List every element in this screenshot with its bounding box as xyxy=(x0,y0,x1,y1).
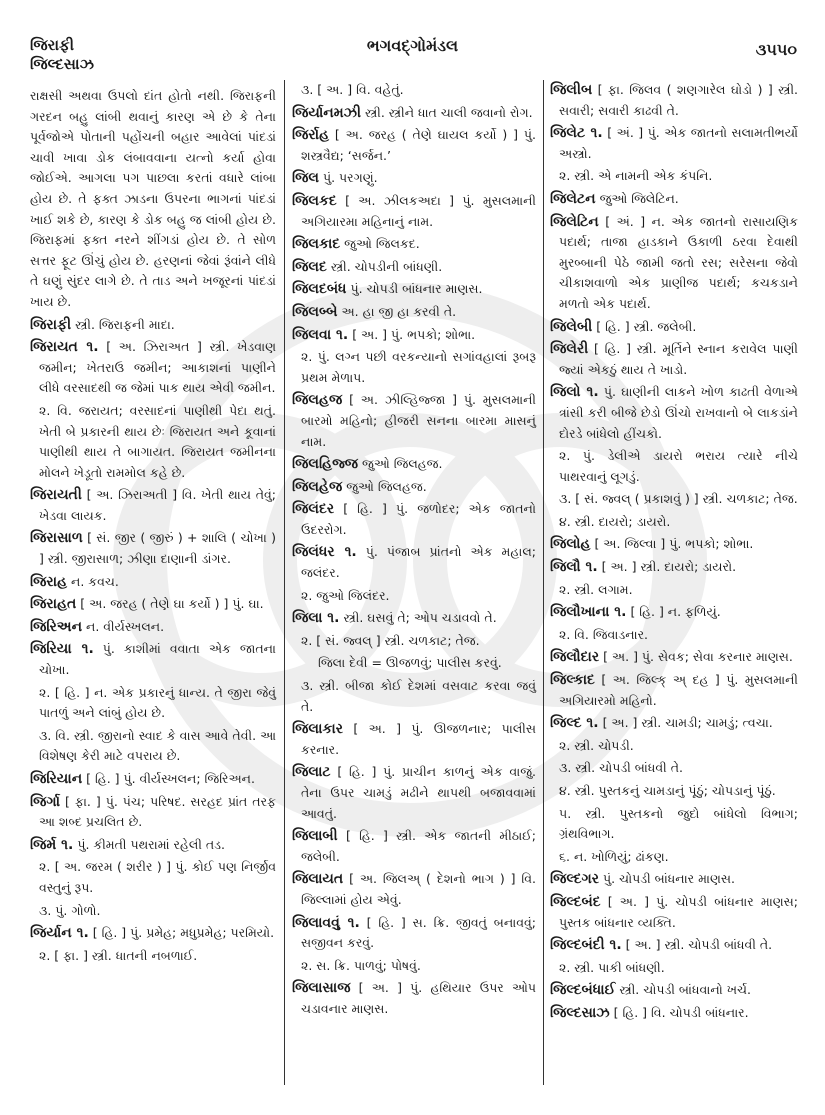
definition-text: [ અ. જરહ ( તેણે ઘા કર્યો ) ] પું. ઘા. xyxy=(80,596,264,612)
definition-text: ન. કવચ. xyxy=(71,573,119,589)
definition-text: ૩. [ અ. ] વિ. વહેતું. xyxy=(301,82,404,97)
headword: જિલાબી xyxy=(292,828,338,845)
definition-text: પું. ચોપડી બાંધનાર માણસ. xyxy=(350,281,483,297)
definition-text: ૨. [ સં. જ્વલ્ ] સ્ત્રી. ચળકાટ; તેજ. xyxy=(301,632,480,648)
definition-text: ૨. વિ. જિવાડનાર. xyxy=(559,626,649,642)
dictionary-entry xyxy=(550,869,798,890)
dictionary-entry xyxy=(292,103,536,124)
definition-text: [ અ. ઝીલ્હિજ્જા ] પું. મુસલમાની બારમો મહિનો; હીજરી સનના બારમા માસનું નામ. xyxy=(301,392,536,449)
definition-text: [ હિ. ] સ્ત્રી. જલેબી. xyxy=(596,318,697,334)
entry-sense xyxy=(292,653,536,674)
headword: જિલહેજ xyxy=(292,478,343,495)
dictionary-entry xyxy=(550,339,798,380)
dictionary-entry xyxy=(292,542,536,583)
entry-sense xyxy=(550,489,798,510)
definition-text: [ હિ. ] ન. ફળિયું. xyxy=(630,604,721,620)
headword: જિરિયાન xyxy=(30,771,83,787)
definition-text: ૨. સ્ત્રી. પાકી બાંધણી. xyxy=(559,959,665,975)
headword: જિલ xyxy=(292,170,319,187)
definition-text: પું. પંજાબ પ્રાંતનો એક મહાલ; જલંદર. xyxy=(301,544,536,581)
column-1 xyxy=(30,86,276,968)
headword: જિલા ૧. xyxy=(292,610,340,627)
headword: જિરાહ xyxy=(30,573,68,590)
definition-text: [ અ. ] પું. સેવક; સેવા કરનાર માણસ. xyxy=(603,649,793,665)
dictionary-entry xyxy=(292,390,536,452)
headword: જિલ્દબંધાઈ xyxy=(550,982,616,999)
definition-text: ૩. [ સં. જ્વલ્ ( પ્રકાશવું ) ] સ્ત્રી. ચળકાટ; તેજ. xyxy=(559,491,798,507)
headword: જિલદબંધ xyxy=(292,281,347,298)
headword: જિલદ xyxy=(292,258,327,275)
dictionary-entry xyxy=(550,713,798,734)
entry-sense xyxy=(550,166,798,187)
entry-sense xyxy=(30,726,276,767)
headword: જિલેબી xyxy=(550,318,593,335)
guide-word-last: જિલ્દસાઝ xyxy=(30,55,94,73)
definition-text: પું. પરગણું. xyxy=(322,170,378,186)
headword: જિરાહત xyxy=(30,596,77,613)
dictionary-entry xyxy=(30,835,276,856)
definition-text: ૨. [ ફા. ] સ્ત્રી. ધાતની નબળાઈ. xyxy=(39,947,198,963)
definition-text: રાક્ષસી અથવા ઉપલો દાંત હોતો નથી. જિરાફની ગરદન બહુ લાંબી થવાનું કારણ એ છે કે તેના પૂર્વજોએ પોતાની પહોંચની બહાર આવેલાં પાંદડાં ચાવી ખાવા ડોક લંબાવવાના યત્નો કર્યા હોવા જોઈએ. આગલા પગ પાછલા કરતાં વધારે લાંબા હોય છે. તે ફક્ત ઝાડના ઉપરના ભાગનાં પાંદડાં ખાઈ શકે છે, કારણ કે ડોક બહુ જ લાંબી હોય છે. જિરાફમાં ફક્ત નરને શીંગડાં હોય છે. તે સોળ સત્તર ફૂટ ઊંચું હોય છે. હરણનાં જેવાં રૂંવાંને લીધે તે ઘણું સુંદર લાગે છે. તે તાડ અને ખજૂરનાં પાંદડાં ખાય છે. xyxy=(30,88,276,309)
dictionary-entry xyxy=(550,382,798,444)
definition-text: જુઓ જિલેટિન. xyxy=(599,190,679,206)
definition-text: ૨. સ્ત્રી. ચોપડી. xyxy=(559,737,634,753)
dictionary-entry xyxy=(550,670,798,711)
headword: જિલબ્બે xyxy=(292,303,338,320)
entry-sense xyxy=(292,347,536,388)
headword: જિલહિજ્જ xyxy=(292,456,359,473)
definition-text: ૨. સ્ત્રી. એ નામની એક કંપનિ. xyxy=(559,168,713,184)
dictionary-entry xyxy=(550,647,798,668)
dictionary-entry xyxy=(550,534,798,555)
definition-text: [ હિ. ] પું. પ્રમેહ; મધુપ્રમેહ; પરમિયો. xyxy=(92,925,275,941)
definition-text: ૨. જુઓ જિલંદર. xyxy=(301,587,390,603)
entry-sense xyxy=(30,683,276,724)
entry-sense xyxy=(550,736,798,757)
definition-text: ૨. [ અ. જરમ ( શરીર ) ] પું. કોઈ પણ નિર્જીવ વસ્તુનું રૂપ. xyxy=(39,859,276,895)
definition-text: [ હિ. ] પું. જળોદર; એક જાતનો ઉદરરોગ. xyxy=(301,501,536,537)
entry-sense xyxy=(292,586,536,607)
definition-text: [ અ. ઝીલકઅદા ] પું. મુસલમાની અગિયારમા મહિનાનું નામ. xyxy=(301,192,536,229)
entry-sense xyxy=(550,847,798,868)
definition-text: [ હિ. ] પું. વીર્યસ્ખલન; જિરિઅન. xyxy=(86,771,255,786)
headword: જિલ્દગર xyxy=(550,871,599,888)
dictionary-entry xyxy=(292,608,536,629)
dictionary-entry xyxy=(550,980,798,1001)
dictionary-entry xyxy=(30,617,276,638)
definition-text: [ હિ. ] સ્ત્રી. એક જાતની મીઠાઈ; જલેબી. xyxy=(301,828,536,864)
headword: જિલકાદ xyxy=(292,236,341,253)
dictionary-entry xyxy=(550,123,798,164)
definition-text: ૨. પું. લગ્ન પછી વરકન્યાનો સગાંવહાલાં રૂબરૂ પ્રથમ મેળાપ. xyxy=(301,349,536,385)
headword: જિલૌ ૧. xyxy=(550,559,598,576)
dictionary-entry xyxy=(292,477,536,498)
dictionary-entry xyxy=(292,978,536,1019)
dictionary-entry xyxy=(30,639,276,680)
definition-text: [ અ. જિલ્ક્ અ્ દહ ] પું. મુસલમાની અગિયારમો મહિનો. xyxy=(559,672,798,708)
definition-text: [ અ. જિલ્વા ] પું. ભપકો; શોભા. xyxy=(594,536,754,552)
entry-sense xyxy=(550,512,798,533)
definition-text: ૨. સ્ત્રી. લગામ. xyxy=(559,581,633,597)
headword: જિલંધર ૧. xyxy=(292,544,357,561)
entry-sense xyxy=(550,446,798,487)
definition-text: ૨. વિ. જરાયત; વરસાદનાં પાણીથી પેદા થતું. ખેતી બે પ્રકારની થાય છેઃ જિરાયત અને કૂવાનાં પાણીથી થાય તે બાગાયત. જિરાયત જમીનના મોલને ખેડૂતો રામમોલ કહે છે. xyxy=(39,402,276,480)
headword: જિલેટિન xyxy=(550,213,599,230)
dictionary-entry xyxy=(292,125,536,166)
entry-sense xyxy=(292,631,536,652)
headword: જિરાફી xyxy=(30,316,72,333)
definition-text: [ અ. ] સ્ત્રી. દાયરો; ડાયરો. xyxy=(601,559,737,575)
dictionary-entry xyxy=(292,325,536,346)
dictionary-entry xyxy=(30,769,276,790)
entry-sense xyxy=(30,946,276,967)
dictionary-entry xyxy=(550,892,798,933)
dictionary-entry xyxy=(550,1003,798,1024)
definition-text: [ હિ. ] સ. ક્રિ. જીવતું બનાવવું; સજીવન કરવું. xyxy=(301,914,536,951)
dictionary-entry xyxy=(292,234,536,255)
definition-text: [ અ. ] પું. ચોપડી બાંધનાર માણસ; પુસ્તક બાંધનાર વ્યક્તિ. xyxy=(559,893,798,930)
entry-sense xyxy=(30,857,276,898)
dictionary-entry xyxy=(550,935,798,956)
headword: જિલ્દસાઝ xyxy=(550,1004,610,1021)
entry-sense xyxy=(292,956,536,977)
headword: જિલ્કાદ xyxy=(550,672,595,689)
page-number: ૩૫૫૦ xyxy=(755,40,797,59)
dictionary-entry xyxy=(292,302,536,323)
headword: જિરાયત ૧. xyxy=(30,339,99,356)
definition-text: ૫. સ્ત્રી. પુસ્તકનો જુદો બાંધેલો વિભાગ; ગ્રંથવિભાગ. xyxy=(559,805,798,842)
dictionary-entry xyxy=(550,602,798,623)
headword: જિલો ૧. xyxy=(550,384,599,401)
definition-text: [ અ. ] સ્ત્રી. ચામડી; ચામડું; ત્વચા. xyxy=(602,715,773,731)
definition-text: [ અં. ] ન. એક જાતનો રાસાયણિક પદાર્થ; તાજા હાડકાને ઉકાળી ઠરવા દેવાથી મુરબ્બાની પેઠે જામી જતો રસ; સરેસના જેવો ચીકાશવાળો એક પ્રાણીજ પદાર્થ; કચકડાને મળતો એક પદાર્થ. xyxy=(559,213,798,311)
dictionary-entry xyxy=(30,528,276,569)
headword: જિલાવવું ૧. xyxy=(292,914,360,931)
headword: જિલેટ ૧. xyxy=(550,125,603,142)
headword: જિલીબ xyxy=(550,82,593,98)
definition-text: ૩. વિ. સ્ત્રી. જીરાનો સ્વાદ કે વાસ આવે તેવી. આ વિશેષણ કેરી માટે વપરાય છે. xyxy=(39,727,276,764)
definition-text: [ અ. ] પું. ભપકો; શોભા. xyxy=(352,326,476,342)
definition-text: [ હિ. ] પું. પ્રાચીન કાળનું એક વાજું. તેના ઉપર ચામડું મઢીને થાપથી બજાવવામાં આવતું. xyxy=(301,764,536,821)
headword: જિરાસાળ xyxy=(30,530,83,547)
headword: જિરિયા ૧. xyxy=(30,641,94,658)
headword: જિલાસાજ xyxy=(292,980,351,997)
definition-text: [ અ. ] પું. ઊજળનાર; પાલીસ કરનાર. xyxy=(301,721,536,757)
definition-text: ૨. પું. ડેલીએ ડાયરો ભરાય ત્યારે નીચે પાથરવાનું લૂગડું. xyxy=(559,448,798,484)
entry-sense xyxy=(292,80,536,101)
dictionary-entry xyxy=(30,315,276,336)
definition-text: સ્ત્રી. ચોપડી બાંધવાનો ખર્ચ. xyxy=(619,982,751,998)
definition-text: [ હિ. ] વિ. ચોપડી બાંધનાર. xyxy=(613,1004,749,1020)
headword: જિલવા ૧. xyxy=(292,326,349,343)
definition-text: [ ફા. જિલવ ( શણગારેલ ઘોડો ) ] સ્ત્રી. સવારી; સવારી કાઢવી તે. xyxy=(559,82,798,118)
dictionary-entry xyxy=(550,557,798,578)
entry-sense xyxy=(550,781,798,802)
definition-text: [ અં. ] પું. એક જાતનો સલામતીભર્યો અસ્ત્રો. xyxy=(559,125,799,161)
entry-sense xyxy=(30,901,276,922)
headword: જિર્યાન ૧. xyxy=(30,925,89,942)
column-3 xyxy=(550,80,798,1026)
entry-sense xyxy=(30,86,276,313)
dictionary-entry xyxy=(30,923,276,944)
column-divider xyxy=(284,80,285,1085)
headword: જિલંદર xyxy=(292,501,335,518)
entry-sense xyxy=(292,676,536,717)
entry-sense xyxy=(550,758,798,779)
headword: જિલ્દબંદ xyxy=(550,893,601,910)
headword: જિર્મ ૧. xyxy=(30,836,74,853)
definition-text: [ અ. ] પું. હથિયાર ઉપર ઓપ ચડાવનાર માણસ. xyxy=(301,980,536,1016)
guide-word-first: જિરાફી xyxy=(30,36,75,54)
dictionary-entry xyxy=(550,317,798,338)
headword: જિર્ગા xyxy=(30,793,61,810)
definition-text: જુઓ જિલહજ. xyxy=(346,478,427,494)
definition-text: ૩. પું. ગોળો. xyxy=(39,902,101,918)
headword: જિલૌખાના ૧. xyxy=(550,604,627,621)
headword: જિલાકાર xyxy=(292,721,343,738)
dictionary-entry xyxy=(30,792,276,833)
dictionary-entry xyxy=(30,337,276,399)
definition-text: અ. હા જી હા કરવી તે. xyxy=(341,303,457,319)
definition-text: જુઓ જિલહજ. xyxy=(362,456,443,472)
definition-text: [ અ. જિલઅ્ ( દેશનો ભાગ ) ] વિ. જિલ્લામાં હોય એવું. xyxy=(301,871,536,907)
headword: જિલોહ xyxy=(550,536,591,553)
definition-text: જુઓ જિલકદ. xyxy=(344,236,420,252)
definition-text: પું. કાશીમાં વવાતા એક જાતના ચોખા. xyxy=(39,641,276,678)
definition-text: [ અ. ઝિરાઅતી ] વિ. ખેતી થાય તેવું; ખેડવા લાયક. xyxy=(39,487,276,523)
column-divider xyxy=(543,80,544,1085)
dictionary-entry xyxy=(292,499,536,540)
dictionary-entry xyxy=(292,762,536,824)
dictionary-entry xyxy=(292,257,536,278)
headword: જિલકદ xyxy=(292,192,337,209)
definition-text: સ્ત્રી. ચોપડીની બાંધણી. xyxy=(330,258,443,274)
dictionary-entry xyxy=(550,212,798,315)
definition-text: ૩. સ્ત્રી. ચોપડી બાંધવી તે. xyxy=(559,760,683,776)
definition-text: ૪. સ્ત્રી. દાયરો; ડાયરો. xyxy=(559,513,671,529)
entry-sense xyxy=(550,580,798,601)
headword: જિલૌદાર xyxy=(550,649,600,666)
definition-text: [ સં. જીર ( જીરું ) + શાલિ ( ચોખા ) ] સ્ત્રી. જીરાસાળ; ઝીણા દાણાની ડાંગર. xyxy=(39,530,276,567)
entry-sense xyxy=(550,625,798,646)
dictionary-entry xyxy=(292,719,536,760)
definition-text: સ્ત્રી. ઘસવું તે; ઓપ ચડાવવો તે. xyxy=(343,610,497,626)
definition-text: ૬. ન. ખોળિયું; ઢાંકણ. xyxy=(559,848,669,864)
headword: જિરાયતી xyxy=(30,487,82,504)
headword: જિલાટ xyxy=(292,764,331,781)
dictionary-entry xyxy=(292,454,536,475)
headword: જિરિઅન xyxy=(30,618,83,635)
dictionary-entry xyxy=(292,913,536,954)
definition-text: [ અ. ઝિરાઅત ] સ્ત્રી. ખેડવાણ જમીન; ખેતરાઉ જમીન; આકાશનાં પાણીને લીધે વરસાદથી જ જેમાં પાક થાય એવી જમીન. xyxy=(39,339,276,396)
headword: જિલેટન xyxy=(550,190,596,207)
dictionary-entry xyxy=(30,572,276,593)
headword: જિલ્દ ૧. xyxy=(550,715,599,732)
dictionary-entry xyxy=(292,826,536,867)
definition-text: પું. ચોપડી બાંધનાર માણસ. xyxy=(602,871,735,887)
definition-text: [ હિ. ] સ્ત્રી. મૂર્તિને સ્નાન કરાવેલ પાણી જ્યાં એકઠું થાય તે ખાડો. xyxy=(559,341,798,377)
headword: જિલેરી xyxy=(550,341,589,358)
headword: જિલાયત xyxy=(292,871,344,888)
dictionary-entry xyxy=(292,191,536,232)
page-title: ભગવદ્ગોમંડલ xyxy=(366,36,459,55)
column-2 xyxy=(292,80,536,1022)
definition-text: [ ફા. ] પું. પંચ; પરિષદ. સરહદ પ્રાંત તરફ આ શબ્દ પ્રચલિત છે. xyxy=(39,793,276,830)
entry-sense xyxy=(550,804,798,845)
dictionary-entry xyxy=(30,594,276,615)
definition-text: [ અ. ] સ્ત્રી. ચોપડી બાંધવી તે. xyxy=(625,937,773,953)
headword: જિલહજ xyxy=(292,392,343,409)
headword: જિલ્દબંદી ૧. xyxy=(550,937,622,954)
definition-text: ૨. સ. ક્રિ. પાળવું; પોષવું. xyxy=(301,957,421,973)
definition-text: જિલા દેવી = ઊજળવું; પાલીસ કરવું. xyxy=(318,655,502,671)
definition-text: ૩. સ્ત્રી. બીજા કોઈ દેશમાં વસવાટ કરવા જવું તે. xyxy=(301,678,536,714)
headword: જિર્રાહ xyxy=(292,127,330,144)
dictionary-entry xyxy=(550,189,798,210)
definition-text: સ્ત્રી. સ્ત્રીને ધાત ચાલી જવાનો રોગ. xyxy=(364,104,533,120)
definition-text: ૪. સ્ત્રી. પુસ્તકનું ચામડાનું પૂંઠું; ચોપડાનું પૂંઠું. xyxy=(559,783,776,798)
definition-text: સ્ત્રી. જિરાફની માદા. xyxy=(75,316,175,332)
dictionary-entry xyxy=(292,279,536,300)
definition-text: પું. કીમતી પથરામાં રહેલી તડ. xyxy=(77,836,226,852)
definition-text: ન. વીર્યસ્ખલન. xyxy=(86,618,165,634)
definition-text: [ અ. જરહ ( તેણે ઘાયલ કર્યો ) ] પું. શસ્ત્રવૈદ્ય; ‘સર્જન.’ xyxy=(301,127,536,163)
entry-sense xyxy=(550,958,798,979)
dictionary-entry xyxy=(292,869,536,910)
entry-sense xyxy=(30,401,276,483)
dictionary-entry xyxy=(292,168,536,189)
definition-text: પું. ઘાણીની લાકને ખોળ કાઢતી વેળાએ ત્રાંસી કરી બીજે છેડો ઊંચો રાખવાનો બે લાકડાંને દોરડે બાંધેલો હીંચકો. xyxy=(559,384,798,441)
dictionary-entry xyxy=(30,485,276,526)
definition-text: ૨. [ હિ. ] ન. એક પ્રકારનું ધાન્ય. તે જીરા જેવું પાતળું અને લાંબું હોય છે. xyxy=(39,684,276,721)
dictionary-entry xyxy=(550,80,798,121)
headword: જિર્યાનમઝી xyxy=(292,104,361,121)
